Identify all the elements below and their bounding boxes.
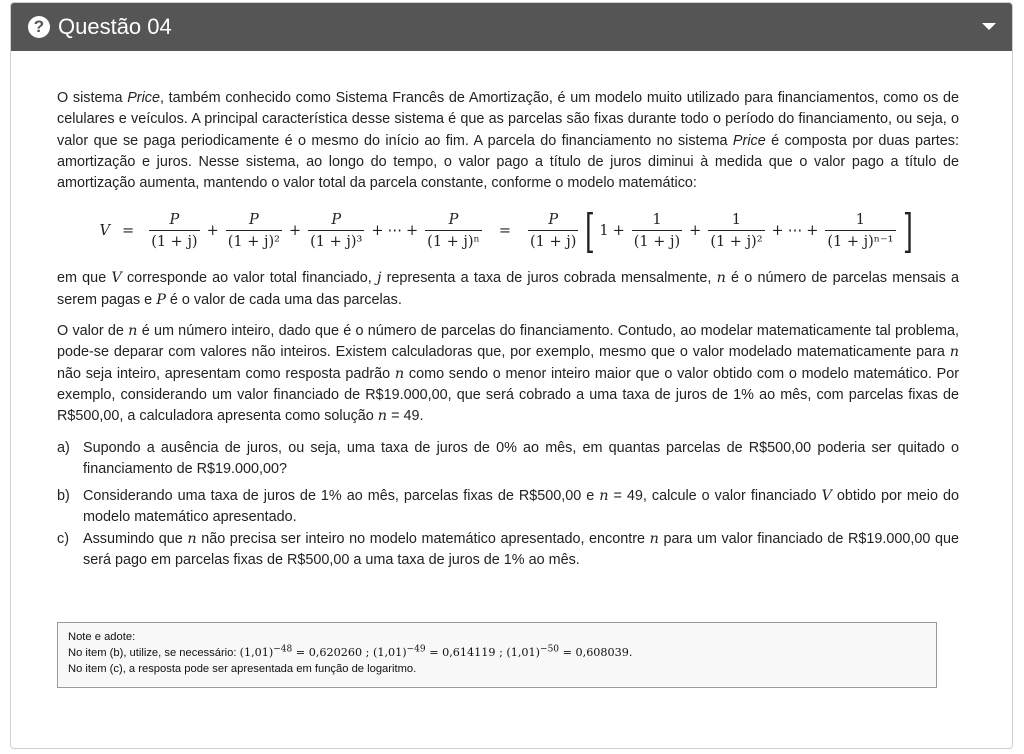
definitions-paragraph: em que V corresponde ao valor total financiado, j representa a taxa de juros cobrada mensalmente, n é o número de parcelas mensais a serem pagas e P é o valor de cada uma das parcelas. bbox=[57, 270, 960, 308]
note-title: Note e adote: bbox=[68, 631, 136, 643]
note-line-b: No item (b), utilize, se necessário: $(1,01)^{-48} = 0,620260$ ; $(1,01)^{-49} = 0,614119$ ; $(1,01)^{-50} = 0,608039$. bbox=[68, 644, 633, 659]
context-paragraph: O valor de n é um número inteiro, dado que é o número de parcelas do financiamento. Contudo, ao modelar matematicamente tal problema, pode-se deparar com valores não inteiros. Existem calculadoras que, por exemplo, mesmo que o valor modelado matematicamente para n não seja inteiro, apresentam como resposta padrão n como sendo o menor inteiro maior que o valor obtido com o modelo matemático. Por exemplo, considerando um valor financiado de R$19.000,00, que será cobrado a uma taxa de juros de 1% ao mês, com parcelas fixas de R$500,00, a calculadora apresenta como solução n = 49. bbox=[57, 323, 959, 425]
intro-paragraph: O sistema Price, também conhecido como Sistema Francês de Amortização, é um modelo muito utilizado para financiamentos, como os de celulares e veículos. A principal característica desse sistema é que as parcelas são fixas durante todo o período do financiamento, ou seja, o valor que se paga periodicamente é o mesmo do início ao fim. A parcela do financiamento no sistema Price é composta por duas partes: amortização e juros. Nesse sistema, ao longo do tempo, o valor pago a título de juros diminui à medida que o valor pago a título de amortização aumenta, mantendo o valor total da parcela constante, conforme o modelo matemático: bbox=[57, 90, 959, 192]
question-circle-icon: ? bbox=[28, 16, 50, 38]
collapse-caret-icon[interactable] bbox=[982, 23, 996, 30]
item-c: c) Assumindo que n não precisa ser inteiro no modelo matemático apresentado, encontre n para um valor financiado de R$19.000,00 que será pago em parcelas fixas de R$500,00 a uma taxa de juros de 1% ao mês. bbox=[57, 530, 959, 569]
question-content bbox=[57, 88, 959, 571]
question-header[interactable] bbox=[11, 3, 1012, 51]
item-a: a) Supondo a ausência de juros, ou seja, uma taxa de juros de 0% ao mês, em quantas parcelas de R$500,00 poderia ser quitado o financiamento de R$19.000,00? bbox=[57, 439, 959, 477]
price-formula: V = $\frac{P}{(1 + j)}$ + $\frac{P}{\text{(1 + j)²}}$ + $\frac{P}{\text{(1 + j)³}}$ + ⋯ + $\frac{P}{\text{(1 + j)ⁿ}}$ = $\frac{P}{(1 + j)}$ [ 1 + $\frac{1}{(1 + j)}$ + $\frac{1}{\text{(1 + j)²}}$ + ⋯ + $\frac{1}{\text{(1 + j)ⁿ⁻¹}}$ ] bbox=[99, 204, 913, 259]
note-line-c: No item (c), a resposta pode ser apresentada em função de logaritmo. bbox=[68, 663, 417, 675]
item-b: b) Considerando uma taxa de juros de 1% ao mês, parcelas fixas de R$500,00 e n = 49, calcule o valor financiado V obtido por meio do modelo matemático apresentado. bbox=[57, 488, 960, 526]
question-title: Questão 04 bbox=[58, 14, 172, 39]
question-items bbox=[57, 438, 959, 572]
note-box bbox=[57, 622, 937, 688]
